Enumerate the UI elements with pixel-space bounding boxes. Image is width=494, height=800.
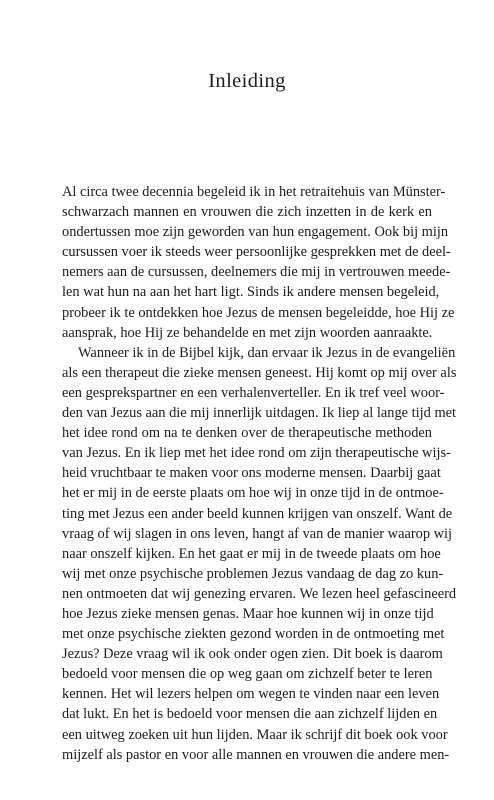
body-text: [62, 182, 457, 765]
text-line: mijzelf als pastor en voor alle mannen en vrouwen die andere men-: [62, 746, 450, 763]
text-line: probeer ik te ontdekken hoe Jezus de mensen begeleidde, hoe Hij ze: [62, 304, 455, 321]
text-line: dat lukt. En het is bedoeld voor mensen die aan zichzelf lijden en: [62, 706, 438, 723]
text-line: van Jezus. En ik liep met het idee rond om zijn therapeutische wijs-: [62, 445, 451, 462]
text-line: een gesprekspartner en een verhalenverteller. En ik tref veel woor-: [62, 384, 445, 401]
text-line: heid vruchtbaar te maken voor ons moderne mensen. Daarbij gaat: [62, 465, 441, 482]
text-line: aansprak, hoe Hij ze behandelde en met zijn woorden aanraakte.: [62, 324, 433, 341]
text-line: hoe Jezus zieke mensen genas. Maar hoe kunnen wij in onze tijd: [62, 605, 434, 622]
text-line: het idee rond om na te denken over de therapeutische methoden: [62, 425, 432, 442]
text-line: nemers aan de cursussen, deelnemers die mij in vertrouwen meede-: [62, 264, 451, 281]
text-line: naar onszelf kijken. En het gaat er mij in de tweede plaats om hoe: [62, 545, 441, 562]
text-line: cursussen voer ik steeds weer persoonlijke gesprekken met de deel-: [62, 244, 451, 261]
text-line: bedoeld voor mensen die op weg gaan om zichzelf beter te leren: [62, 666, 433, 683]
paragraph-2: [62, 343, 457, 765]
text-line: Jezus? Deze vraag wil ik ook onder ogen zien. Dit boek is daarom: [62, 646, 443, 663]
text-line: ting met Jezus een ander beeld kunnen krijgen van onszelf. Want de: [62, 505, 453, 522]
text-line: vraag of wij slagen in ons leven, hangt af van de manier waarop wij: [62, 525, 453, 542]
paragraph-1: [62, 182, 455, 343]
chapter-title: Inleiding: [208, 70, 286, 92]
text-line: len wat hun na aan het hart ligt. Sinds ik andere mensen begeleid,: [62, 284, 440, 301]
text-line: ondertussen moe zijn geworden van hun engagement. Ook bij mijn: [62, 224, 449, 241]
text-line: Al circa twee decennia begeleid ik in het retraitehuis van Münster-: [62, 184, 446, 200]
text-line: als een therapeut die zieke mensen geneest. Hij komt op mij over als: [62, 364, 457, 381]
text-line: het er mij in de eerste plaats om hoe wij in onze tijd in de ontmoe-: [62, 485, 444, 502]
text-line: schwarzach mannen en vrouwen die zich inzetten in de kerk en: [62, 204, 432, 221]
text-line: Wanneer ik in de Bijbel kijk, dan ervaar ik Jezus in de evangeliën: [78, 344, 456, 361]
text-line: wij met onze psychische problemen Jezus vandaag de dag zo kun-: [62, 565, 444, 582]
text-line: den van Jezus aan die mij innerlijk uitdagen. Ik liep al lange tijd met: [62, 405, 457, 422]
text-line: kennen. Het wil lezers helpen om wegen te vinden naar een leven: [62, 686, 440, 703]
text-line: een uitweg zoeken uit hun lijden. Maar ik schrijf dit boek ook voor: [62, 726, 448, 743]
text-line: met onze psychische ziekten gezond worden in de ontmoeting met: [62, 626, 445, 643]
text-line: nen ontmoeten dat wij genezing ervaren. We lezen heel gefascineerd: [62, 585, 457, 602]
